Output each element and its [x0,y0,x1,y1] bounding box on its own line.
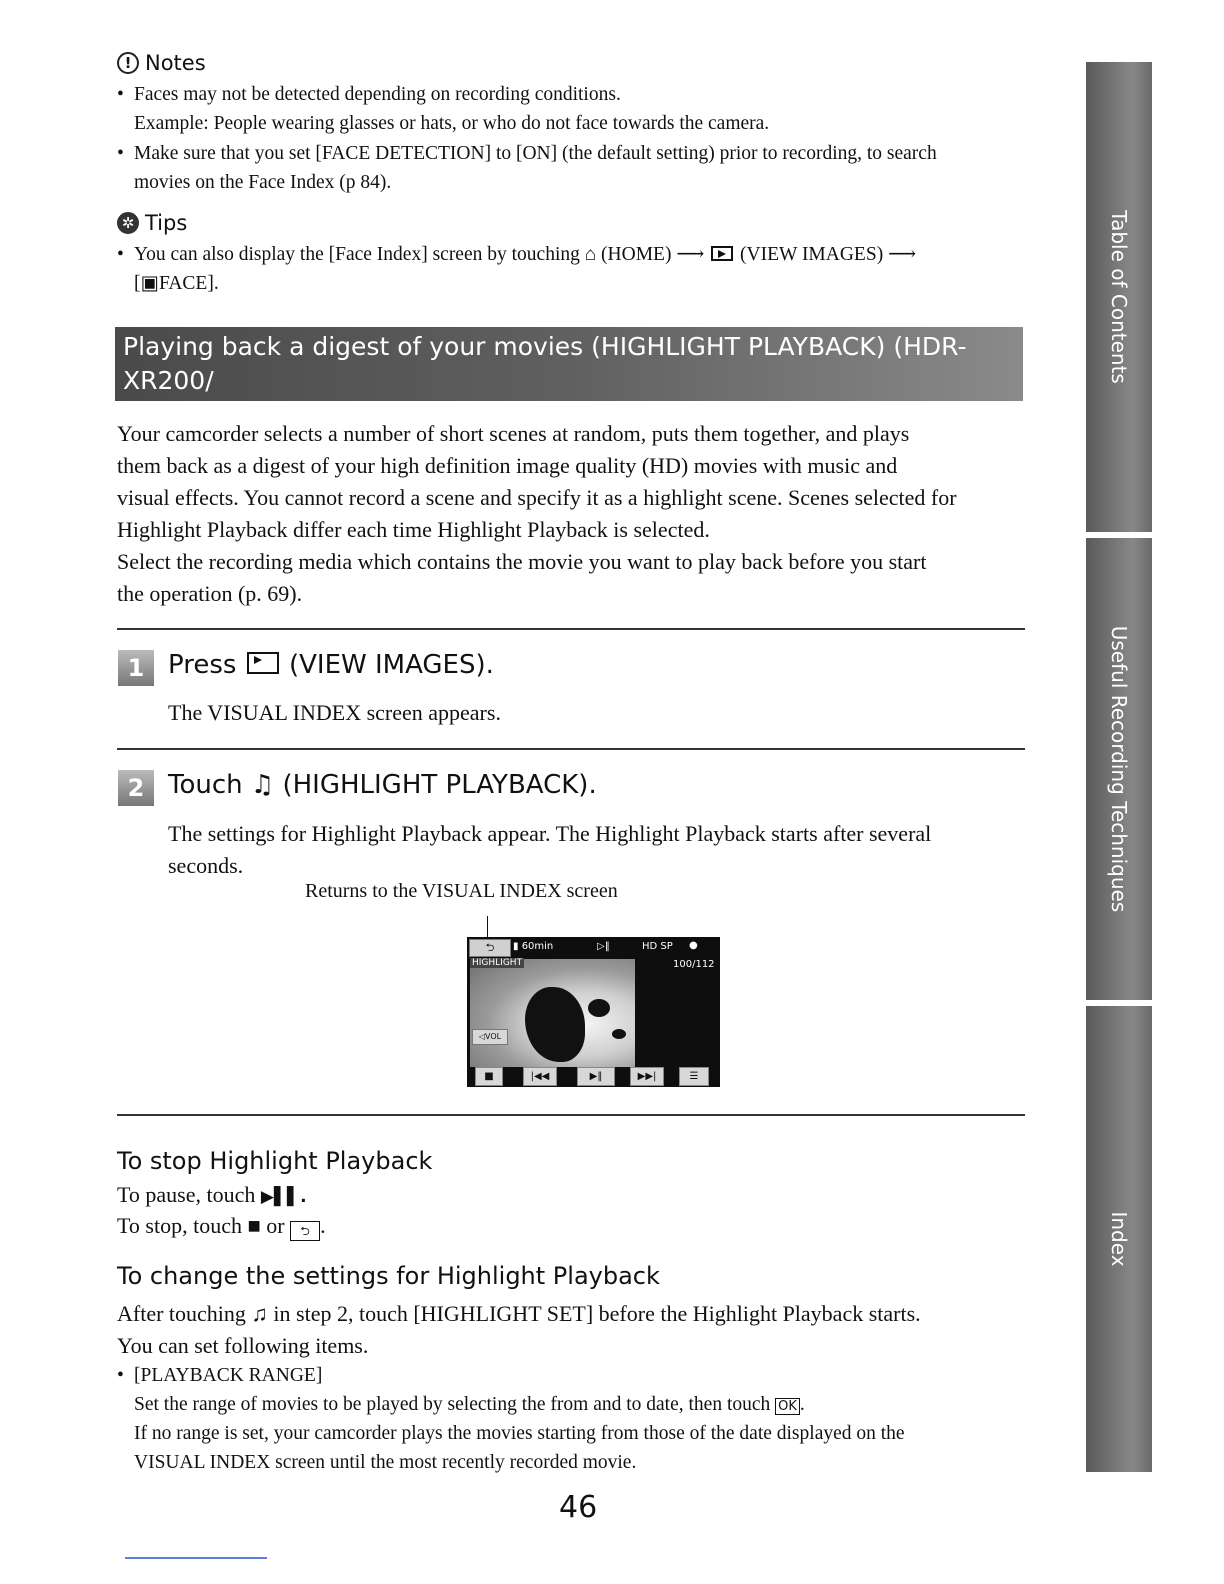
change-heading: To change the settings for Highlight Playback [117,1262,660,1290]
view-images-icon [247,652,279,674]
step-1-number: 1 [118,650,154,686]
home-icon: ⌂ [584,244,597,265]
notes-icon: ! [117,52,139,74]
ok-icon: OK [775,1398,800,1415]
media-icon: ● [689,940,698,951]
quality-indicator: HD SP [642,941,673,952]
tab-index[interactable]: Index [1086,1006,1152,1472]
step-2-number: 2 [118,770,154,806]
stop-heading: To stop Highlight Playback [117,1147,433,1175]
step-1-title: Press (VIEW IMAGES). [168,650,494,680]
intro-paragraph: Your camcorder selects a number of short scenes at random, puts them together, and plays them back as a digest of your high definition image quality (HD) movies with music and visual effects. You cannot record a scene and specify it as a highlight scene. Scenes selected for Highlight Playback differ each time Highlight Playback is selected. Select the recording media which contains the movie you want to play back before you start the operation (p. 69). [117,421,957,606]
view-images-icon [711,246,733,261]
dog-photo [470,959,635,1067]
dog-spot [612,1029,626,1039]
step-2-title: Touch ♫ (HIGHLIGHT PLAYBACK). [168,770,597,800]
playback-range-item: • [PLAYBACK RANGE] Set the range of movies to be played by selecting the from and to date, then touch OK . If no range is set, your camcorder plays the movies starting from those of the date displayed on the VISUAL INDEX screen until the most recently recorded movie. [117,1365,905,1473]
previous-button[interactable]: |◀◀ [523,1067,557,1086]
section-banner: Playing back a digest of your movies (HIGHLIGHT PLAYBACK) (HDR-XR200/ XR200V) [115,327,1023,401]
highlight-label: HIGHLIGHT [472,958,523,968]
stop-button[interactable]: ■ [475,1067,503,1086]
volume-button[interactable]: ◁VOL [472,1029,508,1045]
divider [117,1114,1025,1116]
dog-spot [588,999,610,1017]
counter: 100/112 [673,959,715,970]
notes-item-2: • Make sure that you set [FACE DETECTION] to [ON] (the default setting) prior to recording, to search movies on the Face Index (p 84). [117,143,937,193]
highlight-playback-icon: ♫ [250,770,275,800]
return-button[interactable]: ⮌ [469,939,511,957]
tab-table-of-contents[interactable]: Table of Contents [1086,62,1152,532]
play-pause-button[interactable]: ▶‖ [577,1067,615,1086]
stop-instruction: To stop, touch ■ or ⮌ . [117,1210,326,1242]
tab-useful-recording-techniques[interactable]: Useful Recording Techniques [1086,538,1152,1000]
divider [117,628,1025,630]
arrow-icon: ⟶ [888,244,917,265]
battery-indicator: ▮ 60min [513,941,554,952]
page-number: 46 [559,1490,598,1525]
scan-mark [125,1557,267,1559]
face-icon: ▣ [140,273,159,294]
notes-heading: ! Notes [117,51,206,75]
return-icon: ⮌ [290,1221,320,1241]
step-1-description: The VISUAL INDEX screen appears. [168,700,501,725]
pause-instruction: To pause, touch ▶▌▌. [117,1182,307,1207]
change-paragraph: After touching ♫ in step 2, touch [HIGHLIGHT SET] before the Highlight Playback starts. You can set following items. [117,1301,921,1358]
play-pause-indicator: ▷‖ [597,941,610,952]
highlight-playback-icon: ♫ [251,1301,268,1326]
tips-heading: ✲ Tips [117,211,187,235]
dog-ear [525,987,585,1062]
play-pause-icon: ▶▌▌. [260,1187,307,1207]
step-2-description: The settings for Highlight Playback appear. The Highlight Playback starts after several seconds. [168,821,932,878]
tips-item: • You can also display the [Face Index] screen by touching ⌂ (HOME) ⟶ (VIEW IMAGES) ⟶ [▣FACE]. [117,244,917,294]
tips-icon: ✲ [117,212,139,234]
callout-label: Returns to the VISUAL INDEX screen [305,880,618,902]
callout-line [487,916,488,938]
next-button[interactable]: ▶▶| [630,1067,664,1086]
notes-item-1: • Faces may not be detected depending on recording conditions. Example: People wearing glasses or hats, or who do not face towards the camera. [117,84,770,134]
option-button[interactable]: ☰ [679,1067,709,1086]
divider [117,748,1025,750]
stop-icon: ■ [247,1213,261,1238]
lcd-screen [467,937,720,1087]
arrow-icon: ⟶ [676,244,705,265]
